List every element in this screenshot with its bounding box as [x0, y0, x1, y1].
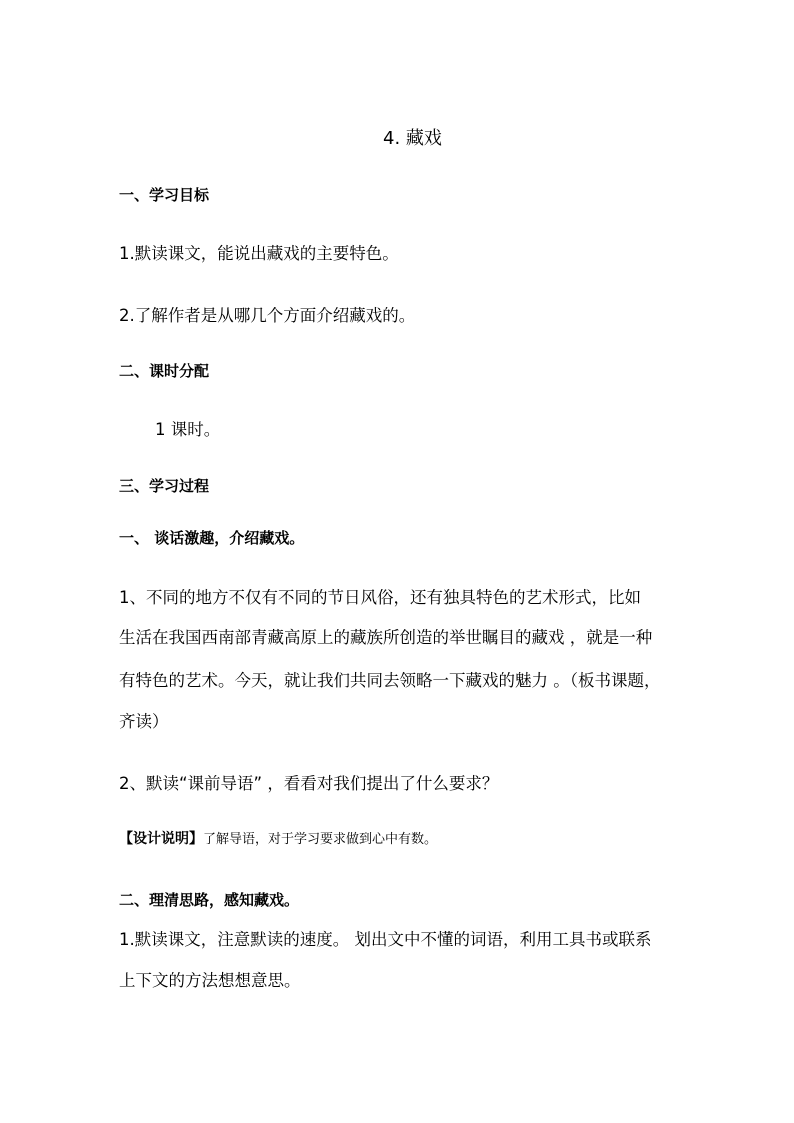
paragraph-line: 生活在我国西南部青藏高原上的藏族所创造的举世瞩目的藏戏 ，就是一种	[119, 628, 653, 647]
step-heading-1: 一、 谈话激趣，介绍藏戏。	[119, 529, 305, 547]
design-note-label: 【设计说明】	[119, 831, 203, 847]
schedule-text: 1 课时。	[155, 420, 221, 439]
paragraph-line: 齐读）	[119, 712, 169, 731]
paragraph-line: 1、不同的地方不仅有不同的节日风俗，还有独具特色的艺术形式，比如	[119, 588, 641, 607]
paragraph-line: 1.默读课文，注意默读的速度。 划出文中不懂的词语，利用工具书或联系	[119, 930, 652, 949]
section-heading-process: 三、学习过程	[119, 477, 210, 495]
design-note-text: 了解导语，对于学习要求做到心中有数。	[203, 832, 438, 847]
paragraph-line: 上下文的方法想想意思。	[119, 971, 301, 990]
section-heading-goals: 一、学习目标	[119, 186, 210, 204]
goal-item-1: 1.默读课文，能说出藏戏的主要特色。	[119, 244, 399, 263]
step-heading-2: 二、理清思路，感知藏戏。	[119, 891, 300, 909]
goal-item-2: 2.了解作者是从哪几个方面介绍藏戏的。	[119, 306, 416, 325]
section-heading-schedule: 二、课时分配	[119, 362, 210, 380]
paragraph-line: 有特色的艺术。今天，就让我们共同去领略一下藏戏的魅力 。（板书课题，	[119, 671, 661, 690]
design-note	[119, 832, 437, 846]
page-title: 4. 藏戏	[383, 128, 442, 149]
paragraph-line: 2、默读“课前导语” ，看看对我们提出了什么要求？	[119, 774, 499, 793]
